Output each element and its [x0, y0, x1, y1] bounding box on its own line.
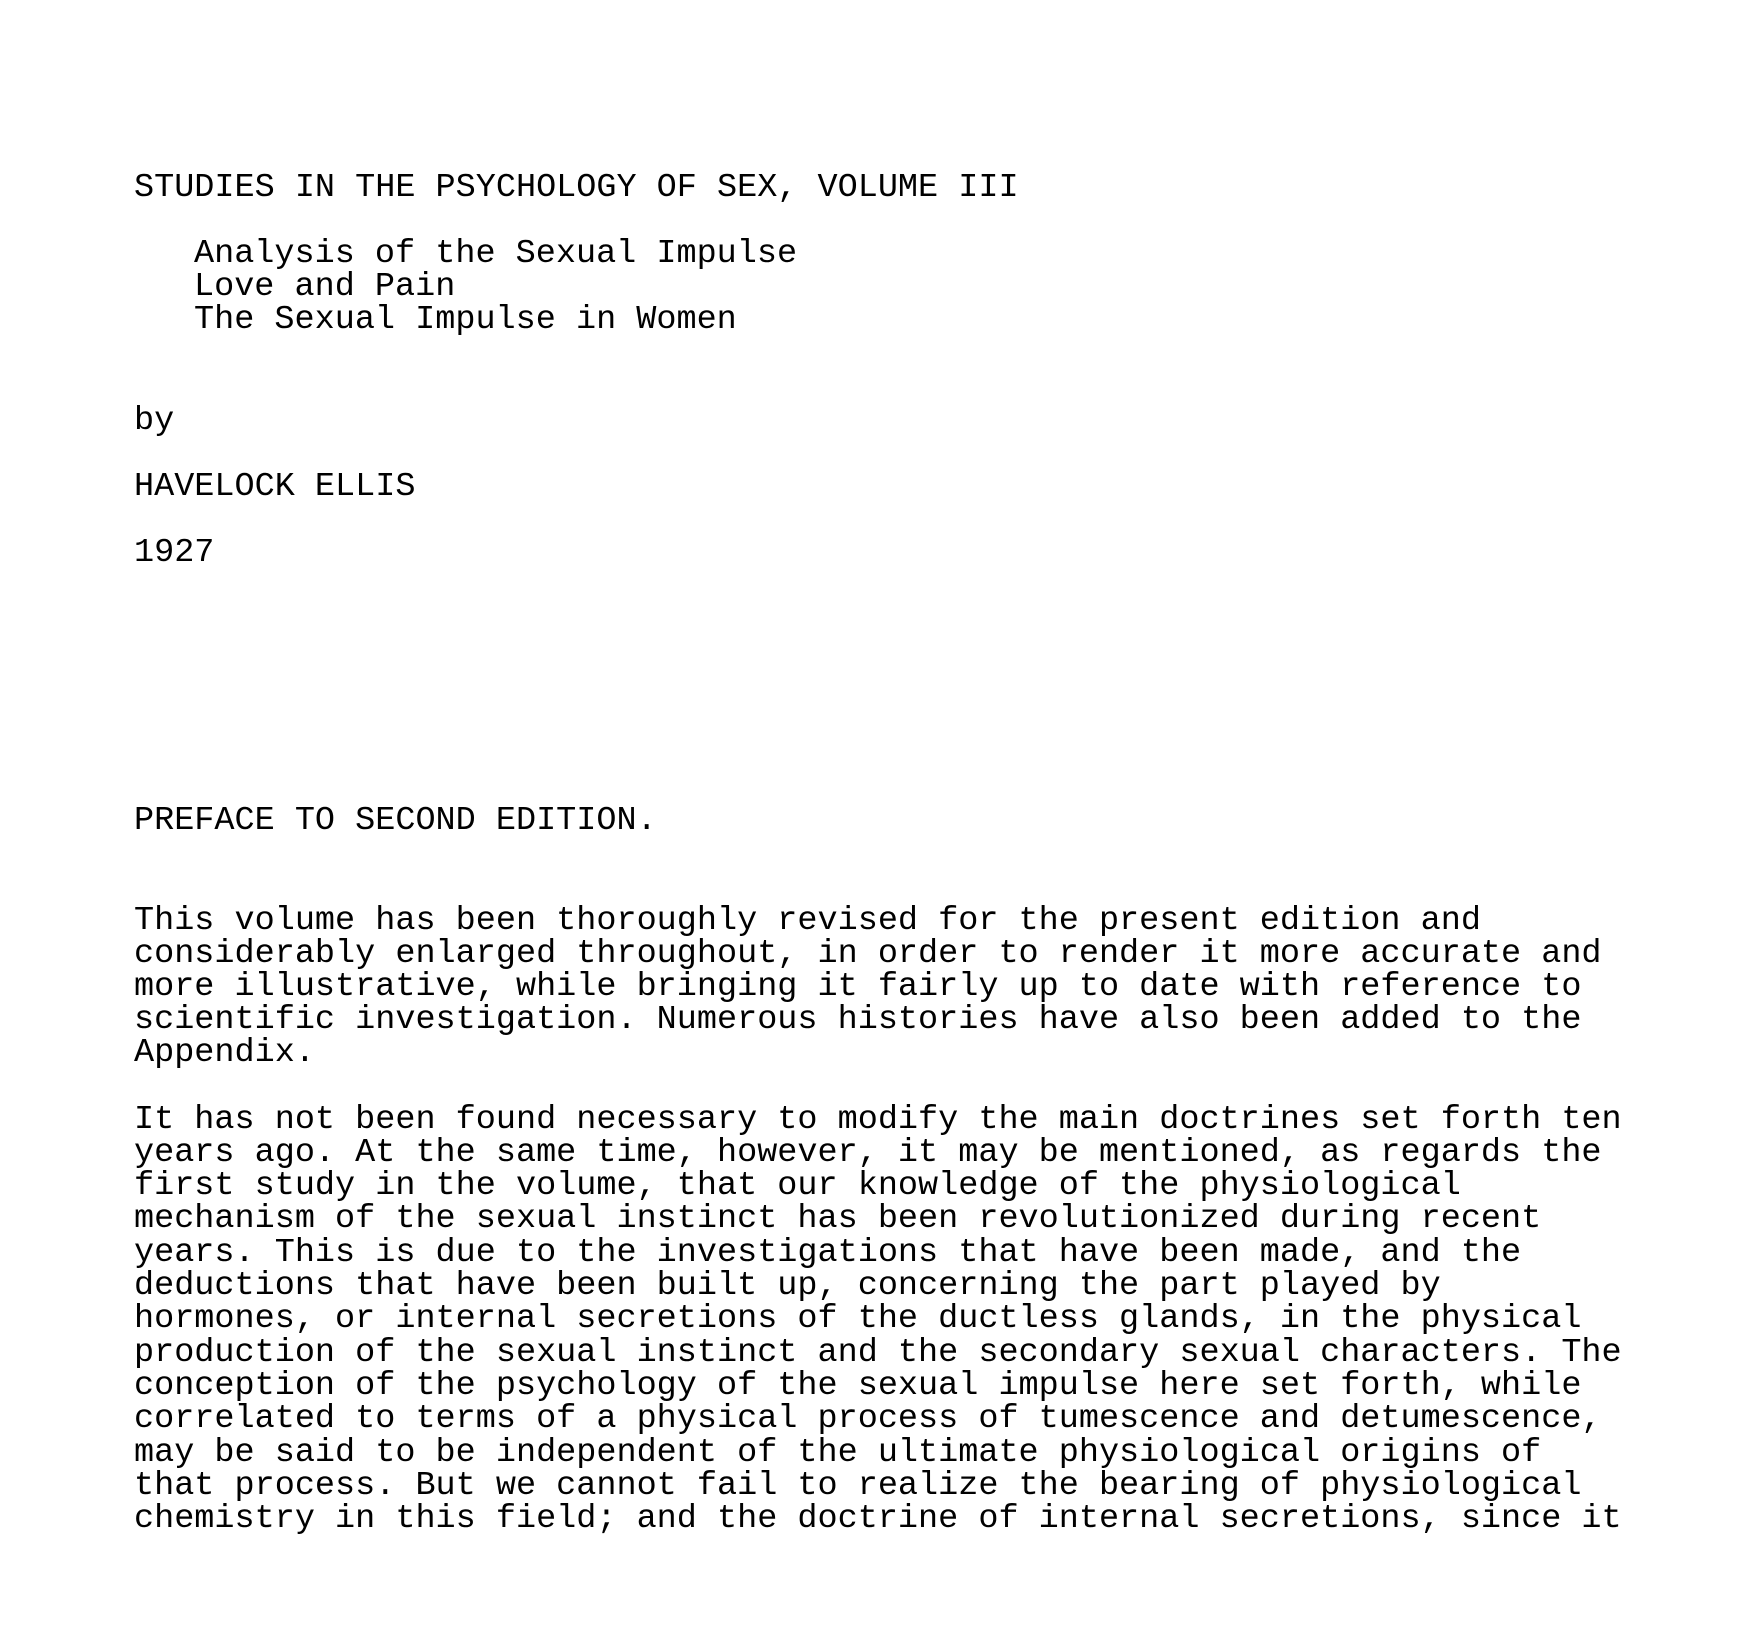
paragraph-line: more illustrative, while bringing it fairly up to date with reference to: [134, 968, 1582, 1006]
paragraph-line: considerably enlarged throughout, in order to render it more accurate and: [134, 935, 1602, 973]
preface-paragraph-2: [134, 804, 1734, 1538]
contents-item-2: Love and Pain: [194, 268, 456, 306]
author-name: HAVELOCK ELLIS: [134, 468, 416, 506]
paragraph-line: years. This is due to the investigations that have been made, and the: [134, 1234, 1522, 1272]
paragraph-line: conception of the psychology of the sexual impulse here set forth, while: [134, 1367, 1582, 1405]
byline: by: [134, 402, 175, 440]
paragraph-line: that process. But we cannot fail to realize the bearing of physiological: [134, 1467, 1582, 1505]
paragraph-line: production of the sexual instinct and the secondary sexual characters. The: [134, 1334, 1622, 1372]
paragraph-line: scientific investigation. Numerous histories have also been added to the: [134, 1001, 1582, 1039]
paragraph-line: first study in the volume, that our knowledge of the physiological: [134, 1167, 1461, 1205]
document-page: [134, 0, 1734, 1538]
paragraph-line: mechanism of the sexual instinct has been revolutionized during recent: [134, 1200, 1542, 1238]
paragraph-line: This volume has been thoroughly revised for the present edition and: [134, 902, 1481, 940]
publication-year: 1927: [134, 534, 215, 572]
paragraph-line: may be said to be independent of the ultimate physiological origins of: [134, 1434, 1542, 1472]
paragraph-line: correlated to terms of a physical process of tumescence and detumescence,: [134, 1400, 1602, 1438]
paragraph-line: chemistry in this field; and the doctrine of internal secretions, since it: [134, 1500, 1622, 1538]
paragraph-line: deductions that have been built up, concerning the part played by: [134, 1267, 1441, 1305]
book-title: STUDIES IN THE PSYCHOLOGY OF SEX, VOLUME III: [134, 169, 1019, 207]
paragraph-line: It has not been found necessary to modify the main doctrines set forth ten: [134, 1101, 1622, 1139]
preface-heading: PREFACE TO SECOND EDITION.: [134, 802, 657, 840]
paragraph-line: Appendix.: [134, 1034, 315, 1072]
contents-item-1: Analysis of the Sexual Impulse: [194, 235, 798, 273]
contents-item-3: The Sexual Impulse in Women: [194, 301, 737, 339]
paragraph-line: hormones, or internal secretions of the ductless glands, in the physical: [134, 1300, 1582, 1338]
paragraph-line: years ago. At the same time, however, it may be mentioned, as regards the: [134, 1134, 1602, 1172]
